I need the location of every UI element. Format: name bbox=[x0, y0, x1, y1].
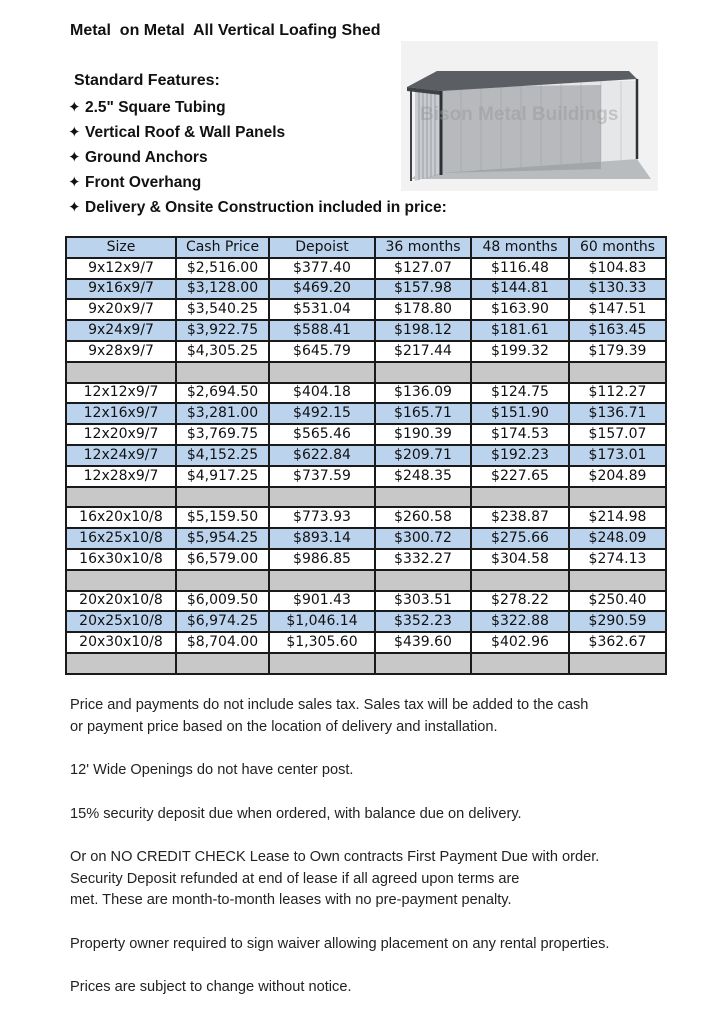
table-cell: 12x24x9/7 bbox=[66, 445, 176, 466]
table-row bbox=[66, 383, 666, 404]
table-row bbox=[66, 632, 666, 653]
table-cell: $163.90 bbox=[471, 299, 569, 320]
table-cell: $104.83 bbox=[569, 258, 666, 279]
table-cell: $227.65 bbox=[471, 466, 569, 487]
table-cell: $2,516.00 bbox=[176, 258, 269, 279]
feature-item bbox=[68, 170, 447, 195]
feature-item bbox=[68, 146, 447, 171]
table-cell: $2,694.50 bbox=[176, 383, 269, 404]
table-cell: $248.09 bbox=[569, 528, 666, 549]
table-row bbox=[66, 403, 666, 424]
table-row bbox=[66, 466, 666, 487]
table-cell: 9x24x9/7 bbox=[66, 320, 176, 341]
table-cell: $304.58 bbox=[471, 549, 569, 570]
table-cell: 12x16x9/7 bbox=[66, 403, 176, 424]
table-cell: $6,579.00 bbox=[176, 549, 269, 570]
table-cell: $278.22 bbox=[471, 591, 569, 612]
empty-cell bbox=[471, 570, 569, 591]
table-cell: $300.72 bbox=[375, 528, 471, 549]
table-cell: $469.20 bbox=[269, 279, 375, 300]
table-cell: $531.04 bbox=[269, 299, 375, 320]
separator-row bbox=[66, 487, 666, 508]
table-cell: $8,704.00 bbox=[176, 632, 269, 653]
table-cell: 16x20x10/8 bbox=[66, 507, 176, 528]
table-row bbox=[66, 611, 666, 632]
table-row bbox=[66, 320, 666, 341]
empty-cell bbox=[375, 653, 471, 674]
table-cell: $124.75 bbox=[471, 383, 569, 404]
features-heading: Standard Features: bbox=[74, 72, 220, 89]
table-cell: $178.80 bbox=[375, 299, 471, 320]
table-cell: $116.48 bbox=[471, 258, 569, 279]
empty-cell bbox=[569, 570, 666, 591]
table-cell: 12x20x9/7 bbox=[66, 424, 176, 445]
table-cell: $199.32 bbox=[471, 341, 569, 362]
star-icon: ✦ bbox=[68, 99, 81, 117]
empty-cell bbox=[269, 362, 375, 383]
table-cell: $136.71 bbox=[569, 403, 666, 424]
table-cell: $3,769.75 bbox=[176, 424, 269, 445]
table-cell: 16x30x10/8 bbox=[66, 549, 176, 570]
header-60-months: 60 months bbox=[569, 237, 666, 258]
note-waiver: Property owner required to sign waiver allowing placement on any rental properties. bbox=[70, 935, 610, 952]
note-price-change: Prices are subject to change without notice. bbox=[70, 979, 352, 995]
table-cell: $737.59 bbox=[269, 466, 375, 487]
table-cell: $588.41 bbox=[269, 320, 375, 341]
table-row bbox=[66, 528, 666, 549]
table-row bbox=[66, 549, 666, 570]
feature-label: 2.5" Square Tubing bbox=[85, 99, 226, 117]
table-row bbox=[66, 507, 666, 528]
table-cell: $377.40 bbox=[269, 258, 375, 279]
table-cell: $362.67 bbox=[569, 632, 666, 653]
separator-row bbox=[66, 653, 666, 674]
feature-item bbox=[68, 121, 447, 146]
price-table-body bbox=[66, 258, 666, 674]
table-cell: 20x25x10/8 bbox=[66, 611, 176, 632]
feature-label: Front Overhang bbox=[85, 173, 202, 191]
table-cell: $157.98 bbox=[375, 279, 471, 300]
table-cell: 9x16x9/7 bbox=[66, 279, 176, 300]
empty-cell bbox=[375, 487, 471, 508]
table-cell: $3,540.25 bbox=[176, 299, 269, 320]
table-cell: $198.12 bbox=[375, 320, 471, 341]
header-deposit: Depoist bbox=[269, 237, 375, 258]
table-row bbox=[66, 445, 666, 466]
empty-cell bbox=[471, 362, 569, 383]
table-cell: 12x12x9/7 bbox=[66, 383, 176, 404]
table-cell: $217.44 bbox=[375, 341, 471, 362]
table-cell: $6,009.50 bbox=[176, 591, 269, 612]
empty-cell bbox=[471, 653, 569, 674]
empty-cell bbox=[176, 570, 269, 591]
table-cell: $157.07 bbox=[569, 424, 666, 445]
empty-cell bbox=[471, 487, 569, 508]
price-table bbox=[65, 236, 667, 675]
table-cell: $144.81 bbox=[471, 279, 569, 300]
header-36-months: 36 months bbox=[375, 237, 471, 258]
empty-cell bbox=[269, 570, 375, 591]
table-cell: $773.93 bbox=[269, 507, 375, 528]
table-cell: $192.23 bbox=[471, 445, 569, 466]
table-cell: $402.96 bbox=[471, 632, 569, 653]
table-cell: 20x30x10/8 bbox=[66, 632, 176, 653]
table-cell: $248.35 bbox=[375, 466, 471, 487]
empty-cell bbox=[176, 653, 269, 674]
table-cell: $3,281.00 bbox=[176, 403, 269, 424]
star-icon: ✦ bbox=[68, 173, 81, 191]
separator-row bbox=[66, 362, 666, 383]
table-cell: $174.53 bbox=[471, 424, 569, 445]
table-cell: $303.51 bbox=[375, 591, 471, 612]
table-cell: $151.90 bbox=[471, 403, 569, 424]
header-cash-price: Cash Price bbox=[176, 237, 269, 258]
table-cell: $112.27 bbox=[569, 383, 666, 404]
table-cell: $127.07 bbox=[375, 258, 471, 279]
star-icon: ✦ bbox=[68, 124, 81, 142]
note-lease: Or on NO CREDIT CHECK Lease to Own contracts First Payment Due with order. Security Deposit refunded at end of lease if all agreed upon terms are met. These are month-to-month leases with no pre-payment penalty. bbox=[70, 849, 600, 908]
table-cell: $274.13 bbox=[569, 549, 666, 570]
page-title: Metal on Metal All Vertical Loafing Shed bbox=[70, 22, 381, 39]
table-cell: $163.45 bbox=[569, 320, 666, 341]
empty-cell bbox=[569, 362, 666, 383]
features-list bbox=[68, 96, 447, 220]
table-cell: $173.01 bbox=[569, 445, 666, 466]
note-deposit: 15% security deposit due when ordered, with balance due on delivery. bbox=[70, 805, 522, 822]
table-cell: 9x12x9/7 bbox=[66, 258, 176, 279]
empty-cell bbox=[375, 362, 471, 383]
table-row bbox=[66, 258, 666, 279]
table-cell: $893.14 bbox=[269, 528, 375, 549]
table-cell: $250.40 bbox=[569, 591, 666, 612]
empty-cell bbox=[569, 487, 666, 508]
empty-cell bbox=[269, 653, 375, 674]
notes bbox=[70, 695, 700, 1021]
header-48-months: 48 months bbox=[471, 237, 569, 258]
star-icon: ✦ bbox=[68, 148, 81, 166]
table-row bbox=[66, 299, 666, 320]
table-cell: $209.71 bbox=[375, 445, 471, 466]
watermark: Bison Metal Buildings bbox=[420, 104, 619, 125]
table-cell: $1,046.14 bbox=[269, 611, 375, 632]
table-cell: $332.27 bbox=[375, 549, 471, 570]
table-cell: 9x20x9/7 bbox=[66, 299, 176, 320]
empty-cell bbox=[66, 570, 176, 591]
empty-cell bbox=[269, 487, 375, 508]
table-cell: $439.60 bbox=[375, 632, 471, 653]
table-cell: $645.79 bbox=[269, 341, 375, 362]
table-cell: $179.39 bbox=[569, 341, 666, 362]
table-cell: $986.85 bbox=[269, 549, 375, 570]
empty-cell bbox=[569, 653, 666, 674]
table-cell: $190.39 bbox=[375, 424, 471, 445]
feature-label: Delivery & Onsite Construction included in price: bbox=[85, 198, 447, 216]
table-cell: $290.59 bbox=[569, 611, 666, 632]
table-cell: $404.18 bbox=[269, 383, 375, 404]
note-tax: Price and payments do not include sales tax. Sales tax will be added to the cash or payment price based on the location of delivery and installation. bbox=[70, 697, 589, 735]
empty-cell bbox=[66, 362, 176, 383]
table-cell: $4,305.25 bbox=[176, 341, 269, 362]
table-cell: $3,922.75 bbox=[176, 320, 269, 341]
star-icon: ✦ bbox=[68, 198, 81, 216]
table-cell: $147.51 bbox=[569, 299, 666, 320]
table-cell: $565.46 bbox=[269, 424, 375, 445]
table-row bbox=[66, 279, 666, 300]
table-cell: $130.33 bbox=[569, 279, 666, 300]
table-cell: $1,305.60 bbox=[269, 632, 375, 653]
table-cell: 16x25x10/8 bbox=[66, 528, 176, 549]
table-cell: $4,152.25 bbox=[176, 445, 269, 466]
table-cell: $4,917.25 bbox=[176, 466, 269, 487]
table-row bbox=[66, 341, 666, 362]
feature-label: Ground Anchors bbox=[85, 148, 208, 166]
table-row bbox=[66, 591, 666, 612]
table-cell: $136.09 bbox=[375, 383, 471, 404]
table-cell: $260.58 bbox=[375, 507, 471, 528]
empty-cell bbox=[66, 653, 176, 674]
separator-row bbox=[66, 570, 666, 591]
table-cell: $322.88 bbox=[471, 611, 569, 632]
empty-cell bbox=[176, 487, 269, 508]
table-cell: $5,954.25 bbox=[176, 528, 269, 549]
table-cell: $492.15 bbox=[269, 403, 375, 424]
table-cell: $165.71 bbox=[375, 403, 471, 424]
table-cell: $622.84 bbox=[269, 445, 375, 466]
table-cell: $3,128.00 bbox=[176, 279, 269, 300]
empty-cell bbox=[176, 362, 269, 383]
table-cell: $5,159.50 bbox=[176, 507, 269, 528]
note-openings: 12' Wide Openings do not have center post. bbox=[70, 762, 354, 778]
table-cell: $181.61 bbox=[471, 320, 569, 341]
table-cell: $6,974.25 bbox=[176, 611, 269, 632]
header-size: Size bbox=[66, 237, 176, 258]
empty-cell bbox=[375, 570, 471, 591]
feature-label: Vertical Roof & Wall Panels bbox=[85, 124, 286, 142]
table-cell: $275.66 bbox=[471, 528, 569, 549]
table-cell: $352.23 bbox=[375, 611, 471, 632]
table-cell: 9x28x9/7 bbox=[66, 341, 176, 362]
table-cell: 20x20x10/8 bbox=[66, 591, 176, 612]
table-cell: $214.98 bbox=[569, 507, 666, 528]
table-cell: 12x28x9/7 bbox=[66, 466, 176, 487]
table-cell: $238.87 bbox=[471, 507, 569, 528]
empty-cell bbox=[66, 487, 176, 508]
feature-item bbox=[68, 195, 447, 220]
table-row bbox=[66, 424, 666, 445]
table-cell: $204.89 bbox=[569, 466, 666, 487]
feature-item bbox=[68, 96, 447, 121]
table-cell: $901.43 bbox=[269, 591, 375, 612]
table-header-row bbox=[66, 237, 666, 258]
